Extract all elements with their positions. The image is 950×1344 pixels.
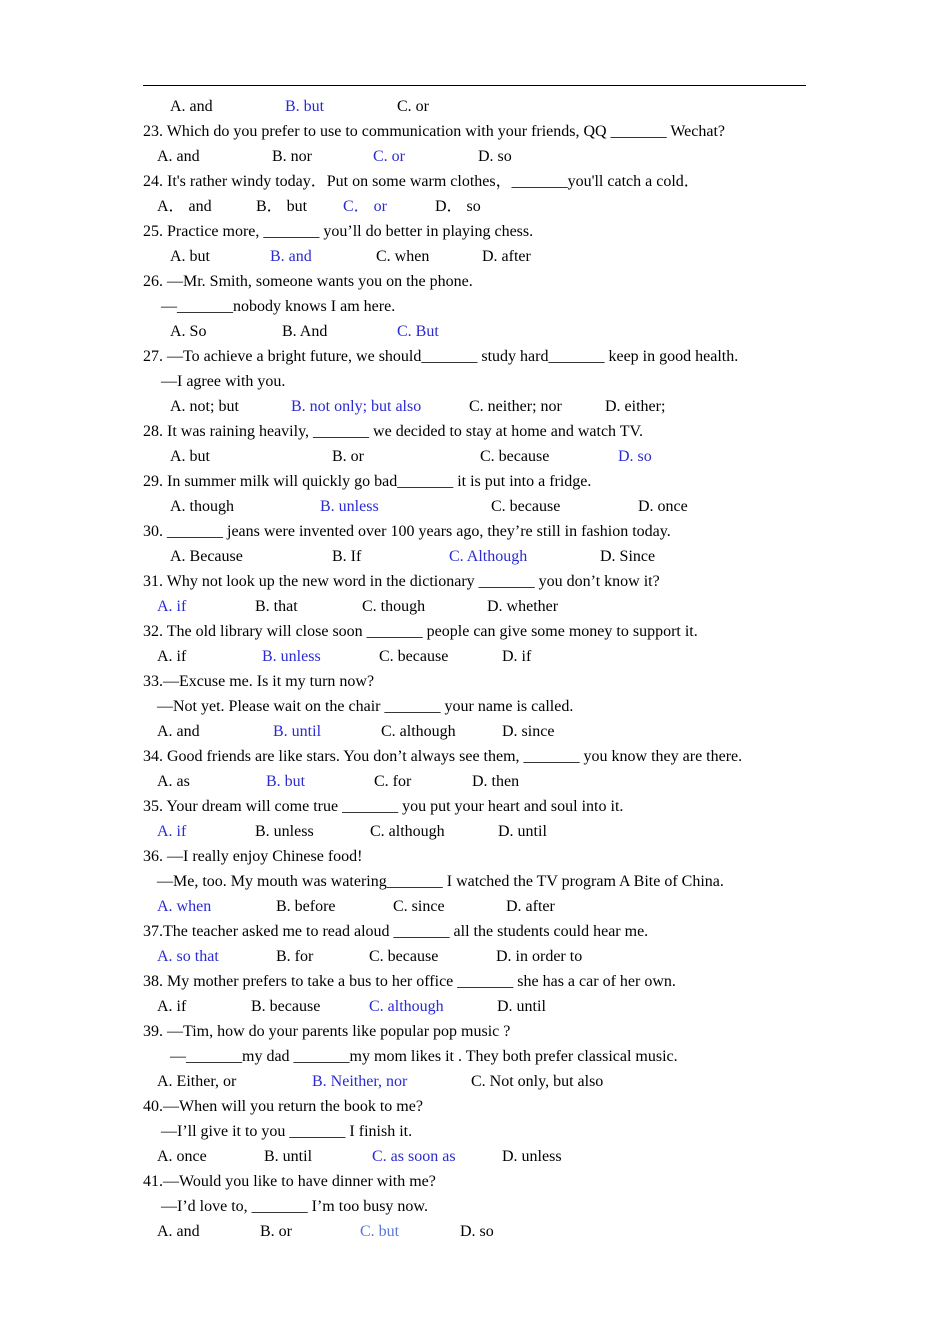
option-c: C. but	[360, 1223, 400, 1240]
question-stem: 33.—Excuse me. Is it my turn now?	[143, 673, 375, 690]
option-c: C. because	[379, 648, 449, 665]
option-b: B. but	[266, 773, 306, 790]
question-stem: 31. Why not look up the new word in the dictionary _______ you don’t know it?	[143, 573, 660, 590]
option-a: A. if	[157, 998, 187, 1015]
option-a: A. So	[170, 323, 207, 340]
option-d: D. Since	[600, 548, 656, 565]
option-a: A. as	[157, 773, 190, 790]
option-c: C. because	[491, 498, 561, 515]
option-c: C. as soon as	[372, 1148, 456, 1165]
option-b: B. Neither, nor	[312, 1073, 408, 1090]
option-b: B． but	[256, 198, 308, 215]
option-a: A． and	[157, 198, 212, 215]
option-a: A. but	[170, 248, 210, 265]
header-rule	[143, 85, 806, 86]
option-d: D. either;	[605, 398, 666, 415]
option-d: D. after	[506, 898, 555, 915]
option-a: A. once	[157, 1148, 207, 1165]
option-c: C. But	[397, 323, 439, 340]
question-stem: 30. _______ jeans were invented over 100 years ago, they’re still in fashion today.	[143, 523, 671, 540]
option-d: D. so	[460, 1223, 494, 1240]
option-c: C. because	[369, 948, 439, 965]
option-a: A. if	[157, 823, 187, 840]
option-a: A. but	[170, 448, 210, 465]
option-b: B. And	[282, 323, 328, 340]
option-b: B. not only; but also	[291, 398, 422, 415]
question-stem: 25. Practice more, _______ you’ll do better in playing chess.	[143, 223, 534, 240]
option-b: B. nor	[272, 148, 312, 165]
option-b: B. If	[332, 548, 362, 565]
option-a: A. and	[157, 1223, 200, 1240]
question-stem: 32. The old library will close soon _______ people can give some money to support it.	[143, 623, 698, 640]
option-b: B. unless	[320, 498, 379, 515]
option-c: C. for	[374, 773, 412, 790]
option-d: D. unless	[502, 1148, 562, 1165]
option-a: A. so that	[157, 948, 219, 965]
option-c: C. Although	[449, 548, 528, 565]
option-d: D. until	[497, 998, 546, 1015]
question-stem: 34. Good friends are like stars. You don’t always see them, _______ you know they are there.	[143, 748, 743, 765]
option-c: C. although	[369, 998, 444, 1015]
dialogue-line: —_______my dad _______my mom likes it . They both prefer classical music.	[170, 1048, 678, 1065]
question-stem: 24. It's rather windy today．Put on some warm clothes，_______you'll catch a cold．	[143, 173, 700, 190]
option-d: D. so	[478, 148, 512, 165]
question-stem: 26. —Mr. Smith, someone wants you on the phone.	[143, 273, 473, 290]
option-c: C. or	[397, 98, 429, 115]
option-a: A. though	[170, 498, 234, 515]
option-d: D. after	[482, 248, 531, 265]
option-d: D. once	[638, 498, 688, 515]
option-c: C. neither; nor	[469, 398, 562, 415]
option-b: B. unless	[262, 648, 321, 665]
dialogue-line: —I’ll give it to you _______ I finish it.	[161, 1123, 413, 1140]
option-d: D. whether	[487, 598, 559, 615]
option-d: D. in order to	[496, 948, 583, 965]
option-c: C. because	[480, 448, 550, 465]
option-a: A. when	[157, 898, 212, 915]
question-stem: 23. Which do you prefer to use to communication with your friends, QQ _______ Wechat?	[143, 123, 725, 140]
option-b: B. or	[260, 1223, 292, 1240]
dialogue-line: —Not yet. Please wait on the chair _______ your name is called.	[157, 698, 574, 715]
option-c: C. or	[373, 148, 405, 165]
option-b: B. or	[332, 448, 364, 465]
question-stem: 39. —Tim, how do your parents like popular pop music ?	[143, 1023, 511, 1040]
option-b: B. until	[273, 723, 322, 740]
dialogue-line: —I agree with you.	[161, 373, 286, 390]
option-a: A. and	[170, 98, 213, 115]
option-b: B. that	[255, 598, 298, 615]
question-stem: 37.The teacher asked me to read aloud _______ all the students could hear me.	[143, 923, 649, 940]
question-stem: 38. My mother prefers to take a bus to her office _______ she has a car of her own.	[143, 973, 676, 990]
dialogue-line: —I’d love to, _______ I’m too busy now.	[161, 1198, 428, 1215]
option-c: C. though	[362, 598, 426, 615]
option-c: C. Not only, but also	[471, 1073, 604, 1090]
option-d: D. if	[502, 648, 532, 665]
option-b: B. and	[270, 248, 312, 265]
option-d: D. so	[618, 448, 652, 465]
option-b: B. unless	[255, 823, 314, 840]
option-b: B. but	[285, 98, 325, 115]
option-c: C. although	[370, 823, 445, 840]
option-b: B. before	[276, 898, 336, 915]
question-stem: 36. —I really enjoy Chinese food!	[143, 848, 363, 865]
option-d: D. until	[498, 823, 547, 840]
option-b: B. for	[276, 948, 314, 965]
option-a: A. Either, or	[157, 1073, 237, 1090]
option-a: A. if	[157, 648, 187, 665]
option-d: D. since	[502, 723, 555, 740]
option-b: B. until	[264, 1148, 313, 1165]
option-d: D． so	[435, 198, 481, 215]
dialogue-line: —Me, too. My mouth was watering_______ I watched the TV program A Bite of China.	[157, 873, 724, 890]
option-c: C. since	[393, 898, 445, 915]
option-a: A. and	[157, 723, 200, 740]
option-c: C． or	[343, 198, 388, 215]
option-a: A. not; but	[170, 398, 239, 415]
option-c: C. although	[381, 723, 456, 740]
question-stem: 29. In summer milk will quickly go bad_______ it is put into a fridge.	[143, 473, 592, 490]
option-c: C. when	[376, 248, 430, 265]
option-a: A. if	[157, 598, 187, 615]
dialogue-line: —_______nobody knows I am here.	[161, 298, 396, 315]
question-stem: 27. —To achieve a bright future, we should_______ study hard_______ keep in good health.	[143, 348, 739, 365]
question-stem: 41.—Would you like to have dinner with me?	[143, 1173, 436, 1190]
question-stem: 40.—When will you return the book to me?	[143, 1098, 423, 1115]
option-a: A. Because	[170, 548, 243, 565]
question-stem: 28. It was raining heavily, _______ we decided to stay at home and watch TV.	[143, 423, 644, 440]
option-d: D. then	[472, 773, 520, 790]
option-b: B. because	[251, 998, 321, 1015]
option-a: A. and	[157, 148, 200, 165]
question-stem: 35. Your dream will come true _______ you put your heart and soul into it.	[143, 798, 624, 815]
